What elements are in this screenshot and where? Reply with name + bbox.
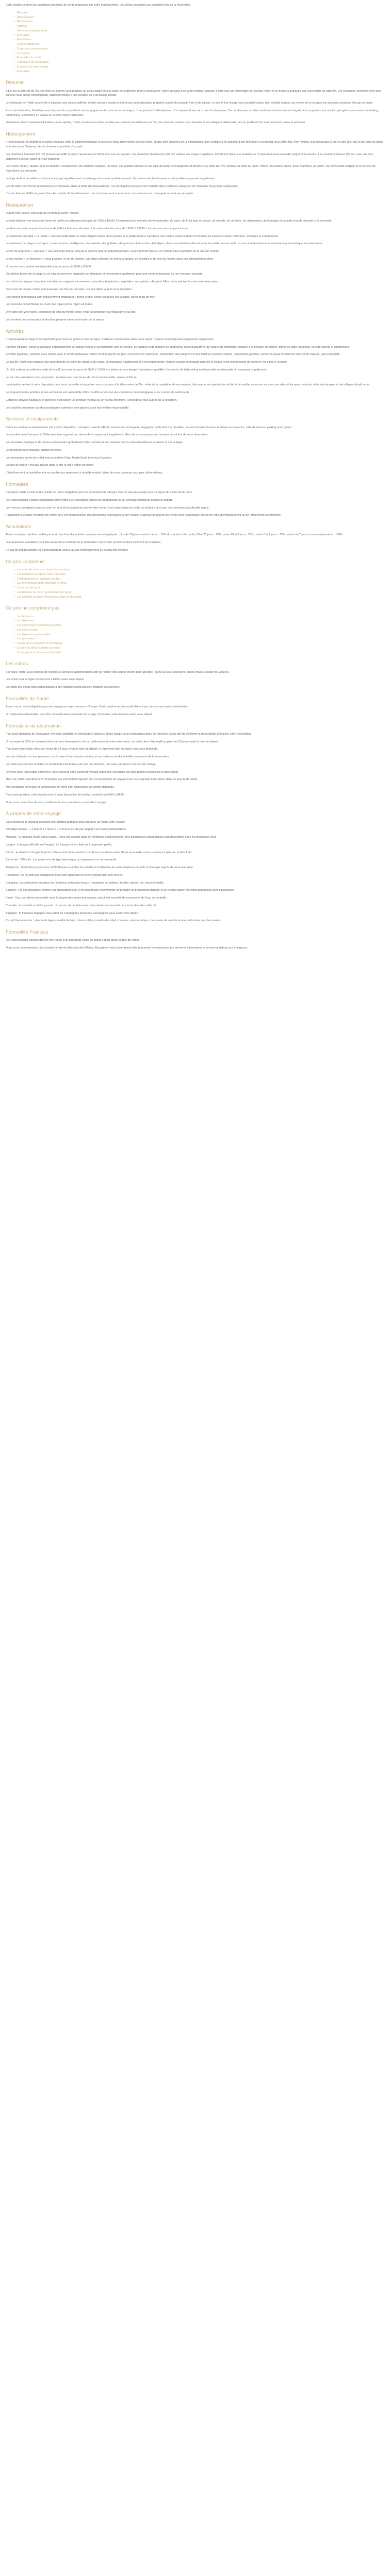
section-title: Résumé xyxy=(6,79,24,86)
list-item: ▪ La taxe de séjour à régler sur place xyxy=(14,646,386,651)
list-item: ▪ Les vols aller-retour en classe économique xyxy=(14,568,386,572)
paragraph: Activités payantes : plongée sous-marine avec le centre partenaire, sorties en mer, pêche au gros, excursions en catamaran, observation des dauphins et des baleines (selon la saison), randonnées guidées, sorties en quad, location de vélos et de voitures, golf à proximité. xyxy=(6,353,341,357)
paragraph: Pour votre bien-être, l'établissement dispose d'un spa offrant une large gamme de soins et de massages, d'une piscine à débordement, d'un espace fitness ainsi que d'un hammam. De nombreuses activités nautiques et terrestres sont également proposées à proximité : plongée sous-marine, snorkeling, randonnées, excursions en bateau ou encore visites culturelles. xyxy=(6,109,379,117)
paragraph: Les Suites (55 m²), idéales pour les familles, comprennent une chambre séparée, un salon, une grande terrasse et une salle de bains avec baignoire et douche. Les Villas (80 m²), nichées au cœur du jardin, offrent une piscine privée, deux chambres, un salon, une kitchenette équipée et un service de majordome sur demande. xyxy=(6,165,376,173)
paragraph: Vous trouverez ci-dessous quelques informations pratiques pour préparer au mieux votre voyage. xyxy=(6,820,126,824)
list-item: ▪ Les soins au spa xyxy=(14,628,386,633)
toc-item[interactable]: ▪ Annulations xyxy=(14,38,386,42)
section-activites xyxy=(6,328,386,411)
section-title: À propos de votre voyage xyxy=(6,810,61,817)
paragraph: Le bar lounge « Le Belvédère » vous propose, en fin de journée, une large sélection de rhums arrangés, de cocktails et de vins du monde, dans une atmosphère feutrée. xyxy=(6,257,214,261)
list-item: ▪ Les dépenses personnelles xyxy=(14,633,386,637)
paragraph: La réception se tient à votre disposition pour vous conseiller et organiser vos excursions à la découverte de l'île : visite de la capitale et de son marché, découverte des plantations de thé et de vanille, excursion vers les cascades et les parcs naturels, visite des temples et des villages de pêcheurs. xyxy=(6,383,370,387)
list-item: ▪ Le supplément chambre individuelle xyxy=(14,651,386,655)
toc-item[interactable]: ▪ Services et équipements xyxy=(14,29,386,33)
paragraph: Téléphone : l'indicatif du pays est le +230. Pensez à vérifier les conditions d'utilisation de votre téléphone portable à l'étranger auprès de votre opérateur. xyxy=(6,866,194,870)
paragraph: Électricité : 220 volts. Les prises sont de type britannique, un adaptateur est recommandé. xyxy=(6,858,117,862)
paragraph: Les ressortissants français doivent être munis d'un passeport valide au moins 6 mois après la date de retour. xyxy=(6,939,140,942)
list-item: ▪ Les activités incluses mentionnées dans le descriptif xyxy=(14,595,386,600)
toc-item[interactable]: ▪ Formalités xyxy=(14,33,386,38)
paragraph: Activités incluses : accès à la piscine à débordement, à l'espace fitness et au hammam, prêt de kayaks, de paddles et de matériel de snorkeling, cours d'aquagym, de yoga et de stretching, initiation à la plongée en piscine, tennis de table, pétanque, jeux de société et bibliothèque. xyxy=(6,345,350,349)
toc-item[interactable]: ▪ À propos de votre voyage xyxy=(14,65,386,70)
section-title: Formalités xyxy=(6,481,28,487)
paragraph: Pour toute réservation effectuée moins de 30 jours avant la date de départ, le règlement total du séjour vous sera demandé. xyxy=(6,748,158,751)
toc-item[interactable]: ▪ Activités xyxy=(14,24,386,29)
paragraph: Les principales cartes de crédit sont acceptées (Visa, MasterCard, American Express). xyxy=(6,456,112,460)
paragraph: Santé : l'eau du robinet est potable dans la plupart des zones touristiques, mais il est conseillé de consommer de l'eau en bouteille. xyxy=(6,896,167,900)
paragraph: Parmi les services et équipements mis à votre disposition : réception ouverte 24h/24, service de conciergerie, bagagerie, coffre-fort à la réception, service de blanchisserie, boutique de souvenirs, salle de réunion, parking privé gratuit. xyxy=(6,426,292,429)
list-item: ▪ L'assurance annulation et multirisque xyxy=(14,641,386,646)
section-restauration xyxy=(6,202,386,323)
paragraph: Le soir, des animations sont proposées : musique live, spectacles de danse traditionnelle, soirées à thème. xyxy=(6,376,138,379)
paragraph: Les chambres Standard (25 m²) peuvent accueillir jusqu'à 2 personnes et offrent une vue sur le jardin. Les chambres Supérieures (30 m²), situées aux étages supérieurs, bénéficient d'une vue partielle sur l'océan et peuvent accueillir jusqu'à 3 personnes. Les chambres Deluxe (35 m²), avec vue mer, disposent d'un coin salon et d'une baignoire. xyxy=(6,152,374,161)
paragraph: Les serviettes de plage et de piscine sont fournies gratuitement. Des transats et des parasols sont à votre disposition à la piscine et sur la plage. xyxy=(6,441,184,445)
paragraph: Sur place, l'hôtel vous propose de nombreux services supplémentaires afin de rendre votre séjour encore plus agréable : soins au spa, excursions, dîners privés, location de voitures. xyxy=(6,670,230,674)
toc-item[interactable]: ▪ Restauration xyxy=(14,20,386,24)
paragraph: Monnaie : la monnaie locale est la roupie. L'euro est accepté dans de nombreux établissements. Des distributeurs automatiques sont disponibles dans les principales villes. xyxy=(6,836,217,839)
section-title: Activités xyxy=(6,328,24,334)
paragraph: Les horaires des restaurants et des bars peuvent varier en fonction de la saison. xyxy=(6,318,105,321)
toc-item[interactable]: ▪ Hébergement xyxy=(14,15,386,20)
section-hebergement xyxy=(6,131,386,196)
paragraph: Shopping : vous trouverez sur place de nombreux artisanats locaux : maquettes de bateaux, textiles, épices, thé, rhum et vanille. xyxy=(6,881,165,885)
paragraph: Climat : le climat est de type tropical. L'été austral (de novembre à avril) est chaud et humide, l'hiver austral (de mai à octobre) est plus sec et plus frais. xyxy=(6,851,192,854)
paragraph: Une carte des vins variée, composée de vins du monde entier, vous est proposée au restaurant et au bar. xyxy=(6,311,136,314)
paragraph: Les tarifs peuvent être modifiés en fonction des fluctuations du prix du carburant, des taxes aéroport et du taux de change. xyxy=(6,762,157,766)
section-formalites xyxy=(6,481,386,518)
paragraph: Des dîners privés sur la plage ou en villa peuvent être organisés sur demande et moyennant supplément, pour une soirée romantique ou une occasion spéciale. xyxy=(6,273,203,276)
paragraph: L'établissement est partiellement accessible aux personnes à mobilité réduite. Merci de nous contacter pour plus d'informations. xyxy=(6,471,163,475)
paragraph: Les extras sont à régler directement à l'hôtel avant votre départ. xyxy=(6,678,85,682)
paragraph: Les tarifs des extras sont communiqués à titre indicatif et peuvent être modifiés sans préavis. xyxy=(6,686,121,689)
section-apropos xyxy=(6,810,386,923)
paragraph: Un service en chambre est disponible tous les jours de 7h00 à 23h00. xyxy=(6,265,92,268)
paragraph: Le transfert entre l'aéroport et l'hôtel peut être organisé sur demande et moyennant supplément. Merci de communiquer vos horaires de vol lors de votre réservation. xyxy=(6,433,209,437)
section-title: Formalités Français xyxy=(6,929,48,935)
toc-item[interactable]: ▪ Les extras xyxy=(14,52,386,56)
paragraph: Un traitement antipaludéen peut être conseillé selon la période de voyage. Consultez votre médecin avant votre départ. xyxy=(6,713,153,716)
list-item: ▪ Les transferts aéroport / hôtel / aéroport xyxy=(14,572,386,577)
paragraph: Nous vous recommandons de consulter le site du Ministère des Affaires Étrangères avant votre départ afin de prendre connaissance des dernières informations et recommandations aux voyageurs. xyxy=(6,946,248,950)
section-formalites2 xyxy=(6,929,386,951)
paragraph: Les prix indiqués sont par personne, sur la base d'une chambre double, et sous réserve de disponibilité au moment de la réservation. xyxy=(6,755,170,759)
list-item: ▪ Les déjeuners xyxy=(14,619,386,623)
paragraph: Bagages : la franchise bagages varie selon les compagnies aériennes. Renseignez-vous avant votre départ. xyxy=(6,911,139,915)
paragraph: Les activités proposées par des prestataires extérieurs sont placées sous leur entière responsabilité. xyxy=(6,406,130,410)
paragraph: Le personnel parle français, anglais et créole. xyxy=(6,448,62,452)
sections-container xyxy=(6,79,386,951)
toc-item[interactable]: ▪ Formulaire de réservation xyxy=(14,60,386,65)
paragraph: Le restaurant principal « Le Jardin » vous accueille dans un cadre élégant ouvert sur la piscine et le jardin tropical. Il propose une cuisine variée mettant à l'honneur les saveurs créoles, indiennes, chinoises et européennes. xyxy=(6,234,279,238)
list-item: ▪ L'hébergement en chambre double xyxy=(14,577,386,582)
paragraph: L'hôtel propose un large choix d'activités pour tous les goûts et tous les âges. Certaines sont incluses dans votre séjour, d'autres sont proposées moyennant supplément. xyxy=(6,337,214,341)
section-title: Services et équipements xyxy=(6,416,59,422)
list-item: ▪ Les pourboires xyxy=(14,637,386,641)
toc-item[interactable]: ▪ Formalités xyxy=(14,70,386,74)
section-sante xyxy=(6,696,386,717)
toc-item[interactable]: ▪ Résumé xyxy=(14,11,386,15)
toc-item[interactable]: ▪ Ce prix comprend xyxy=(14,42,386,47)
paragraph: Le spa de l'hôtel vous propose une large gamme de soins du visage et du corps, de massages traditionnels et d'enveloppements, réalisés à partir de produits naturels et locaux. Il est recommandé de réserver vos soins à l'avance. xyxy=(6,361,288,364)
section-annulations xyxy=(6,523,386,553)
paragraph: Passeport valide 6 mois après la date de retour obligatoire pour les ressortissants français. Pas de visa nécessaire pour un séjour de moins de 90 jours. xyxy=(6,491,193,495)
bullet-list xyxy=(6,568,386,599)
section-ne-comprend-pas xyxy=(6,605,386,655)
section-intro: Durant votre séjour, vous logerez en formule Demi-Pension. xyxy=(6,212,79,215)
section-title: Les extras xyxy=(6,660,28,667)
section-title: Ce prix ne comprend pas xyxy=(6,605,60,611)
paragraph: Le dîner vous est proposé sous forme de buffet à thème ou de menu à la carte selon les soirs, de 19h00 à 22h00. Les boissons ne sont pas incluses. xyxy=(6,227,189,230)
section-title: Restauration xyxy=(6,202,34,208)
paragraph: Un club enfants accueille les petits de 4 à 12 ans tous les jours de 9h00 à 17h00, encadrés par une équipe d'animateurs qualifiés. Un service de baby-sitting est disponible sur demande et moyennant supplément. xyxy=(6,368,267,371)
paragraph: Le linge de lit et de toilette est fourni et changé régulièrement. Le ménage est assuré quotidiennement. Un service de blanchisserie est disponible moyennant supplément. xyxy=(6,177,216,180)
paragraph: Les ressortissants d'autres nationalités sont invités à se renseigner auprès de l'ambassade ou du consulat compétent avant leur départ. xyxy=(6,498,173,502)
list-item: ▪ Les boissons xyxy=(14,615,386,619)
section-reservation xyxy=(6,723,386,805)
paragraph: L'hôtel propose 48 chambres et suites réparties entre le bâtiment principal et plusieurs villas disséminées dans le jardin. Toutes sont équipées de la climatisation, d'un ventilateur de plafond, d'une télévision à écran plat, d'un coffre-fort, d'un minibar, d'un nécessaire à thé et café ainsi que d'une salle de bains avec douche à l'italienne, sèche-cheveux et produits d'accueil. xyxy=(6,141,383,149)
paragraph: Pour toute demande de réservation, merci de compléter le formulaire ci-dessous. Notre équipe vous recontactera dans les meilleurs délais afin de confirmer la disponibilité et finaliser votre réservation. xyxy=(6,732,252,736)
list-item: ▪ L'assistance de notre représentant sur place xyxy=(14,590,386,595)
paragraph: Pourboires : ils ne sont pas obligatoires mais sont appréciés en remerciement d'un bon service. xyxy=(6,873,123,877)
section-title: Hébergement xyxy=(6,131,35,137)
paragraph: Les lits bébé sont fournis gratuitement sur demande, dans la limite des disponibilités. Les lits d'appoint peuvent être installés dans certaines catégories de chambres moyennant supplément. xyxy=(6,184,239,188)
list-item: ▪ Les taxes aéroport xyxy=(14,586,386,590)
section-title: Formulaire de réservation xyxy=(6,722,61,728)
paragraph: Décalage horaire : + 3 heures en hiver et + 2 heures en été par rapport à la France métropolitaine. xyxy=(6,828,127,832)
list-item: ▪ Les excursions et activités payantes xyxy=(14,623,386,628)
intro-text: Cette section contient les conditions générales de vente proposées par notre établissement. Les clients acceptent ces conditions lors de la réservation. xyxy=(6,4,191,7)
paragraph: Ce qu'il faut emporter : vêtements légers, maillot de bain, crème solaire, lunettes de soleil, chapeau, anti-moustique, chaussures de marche et une petite laine pour les soirées. xyxy=(6,919,221,923)
paragraph: Le petit-déjeuner est servi sous forme de buffet au restaurant principal, de 7h00 à 10h30. Il comprend une sélection de viennoiseries, de pains, de fruits frais de saison, de yaourts, de céréales, de charcuteries, de fromages et de plats chauds préparés à la demande. xyxy=(6,219,333,223)
paragraph: Nous vous remercions de votre confiance et vous souhaitons un excellent voyage. xyxy=(6,801,107,804)
toc-item[interactable]: ▪ Formalités de santé xyxy=(14,56,386,60)
section-title: Formalités de Santé xyxy=(6,695,49,701)
section-title: Annulations xyxy=(6,523,31,530)
section-services xyxy=(6,416,386,476)
paragraph: Les mineurs voyageant seuls ou avec un seul de leurs parents doivent être munis d'une autorisation de sortie du territoire ainsi que des documents justificatifs requis. xyxy=(6,506,209,510)
paragraph: Pour toute question, notre équipe reste à votre disposition du lundi au vendredi de 9h00 à 18h00. xyxy=(6,793,125,796)
paragraph: Sécurité : l'île est considérée comme une destination sûre. Il est néanmoins recommandé de prendre les précautions d'usage et de ne pas laisser vos effets personnels sans surveillance. xyxy=(6,889,235,892)
paragraph: Un acompte de 30% du montant total vous sera demandé lors de la confirmation de votre réservation. Le solde devra être réglé au plus tard 30 jours avant la date de départ. xyxy=(6,740,219,743)
paragraph: Le programme des activités et des animations est susceptible d'être modifié en fonction des conditions météorologiques et du nombre de participants. xyxy=(6,391,190,395)
paragraph: La taxe de séjour n'est pas incluse dans le prix et est à régler sur place. xyxy=(6,464,94,467)
paragraph: Une fois votre réservation confirmée, vous recevrez votre carnet de voyage contenant l'ensemble des documents nécessaires à votre séjour. xyxy=(6,770,179,774)
paragraph: Nos conditions générales et particulières de vente sont disponibles sur simple demande. xyxy=(6,786,115,789)
paragraph: Le chef et son équipe s'adaptent volontiers aux régimes alimentaires particuliers (végétarien, végétalien, sans gluten, allergies). Merci de le préciser lors de votre réservation. xyxy=(6,280,219,284)
paragraph: Une assurance annulation peut être souscrite au moment de la réservation. Nous vous recommandons vivement d'y souscrire. xyxy=(6,541,161,545)
paragraph: Le restaurant de l'hôtel vous invite à savourer une cuisine raffinée, mêlant saveurs locales et influences internationales, préparée à partir de produits frais et de saison. Le soir, le bar lounge vous accueille autour d'un cocktail maison, au rythme de la musique live proposée plusieurs fois par semaine. xyxy=(6,101,373,105)
paragraph: Certaines activités nautiques et sportives nécessitent un certificat médical ou un niveau minimum. Renseignez-vous auprès de la réception. xyxy=(6,398,177,402)
bullet-list xyxy=(6,615,386,655)
paragraph: Les boissons consommées au cours des repas sont à régler sur place. xyxy=(6,303,93,307)
section-title: Ce prix comprend xyxy=(6,558,44,564)
section-extras xyxy=(6,660,386,690)
paragraph: Toute annulation doit être notifiée par écrit. Les frais d'annulation suivants seront appliqués : plus de 30 jours avant le départ : 10% du montant total ; entre 30 et 21 jours : 25% ; entre 20 et 8 jours : 50% ; entre 7 et 2 jours : 75% ; moins de 2 jours ou non-présentation : 100%. xyxy=(6,533,344,537)
paragraph: Le restaurant de plage « Le Lagon » vous propose, au déjeuner, des salades, des grillades, des poissons frais et des plats légers, dans une ambiance décontractée les pieds dans le sable. Le soir, il se transforme en restaurant gastronomique sur réservation. xyxy=(6,242,323,246)
paragraph: Merci de vérifier attentivement l'ensemble des informations figurant sur vos documents de voyage et de nous signaler toute erreur dans les plus brefs délais. xyxy=(6,778,198,782)
list-item: ▪ La demi-pension (petit-déjeuner et dîner) xyxy=(14,581,386,586)
paragraph: Il appartient à chaque voyageur de vérifier qu'il est en possession des documents nécessaires à son voyage. L'agence ne pourra être tenue pour responsable en cas de refus d'embarquement ou de refoulement à la frontière. xyxy=(6,514,282,517)
paragraph: L'accès Internet Wi-Fi est gratuit dans l'ensemble de l'établissement. Les chambres sont non-fumeurs. Les animaux de compagnie ne sont pas acceptés. xyxy=(6,192,194,196)
page xyxy=(0,0,391,969)
section-comprend xyxy=(6,558,386,600)
toc-item[interactable]: ▪ Ce prix ne comprend pas xyxy=(14,47,386,52)
paragraph: Situé sur la côte est de l'île, cet hôtel de charme vous propose un séjour placé sous le signe de la détente et de la découverte. Niché au cœur d'un jardin tropical luxuriant, il offre une vue imprenable sur l'océan Indien et se trouve à quelques pas d'une plage de sable fin. Les chambres, décorées avec goût dans un style créole contemporain, disposent toutes d'une terrasse ou d'un balcon privatif. xyxy=(6,89,381,97)
paragraph: En cas de départ anticipé ou d'interruption de séjour, aucun remboursement ne pourra être effectué. xyxy=(6,548,129,552)
paragraph: Le bar de la piscine « L'Horizon » vous accueille tout au long de la journée pour un rafraîchissement, un jus de fruits frais ou un cocktail tout en profitant de la vue sur l'océan. xyxy=(6,250,220,253)
table-of-contents xyxy=(6,11,386,74)
paragraph: Conduite : la conduite se fait à gauche. Un permis de conduire international est recommandé pour la location d'un véhicule. xyxy=(6,904,157,907)
paragraph: Des cours de cuisine créole sont proposés une fois par semaine, sur inscription auprès de la réception. xyxy=(6,287,133,291)
paragraph: Des soirées thématiques sont régulièrement organisées : soirée créole, soirée barbecue sur la plage, soirée fruits de mer. xyxy=(6,295,156,299)
paragraph: Idéalement situé à quelques kilomètres de la capitale, l'hôtel constitue une base parfaite pour explorer les richesses de l'île, ses marchés colorés, ses cascades et ses villages traditionnels, tout en profitant d'un environnement calme et préservé. xyxy=(6,121,306,125)
paragraph: Aucun vaccin n'est obligatoire pour les voyageurs en provenance d'Europe. Il est toutefois recommandé d'être à jour de ses vaccinations habituelles. xyxy=(6,705,189,709)
section-resume xyxy=(6,79,386,125)
paragraph: Langue : la langue officielle est l'anglais. Le français et le créole sont largement parlés. xyxy=(6,843,112,846)
